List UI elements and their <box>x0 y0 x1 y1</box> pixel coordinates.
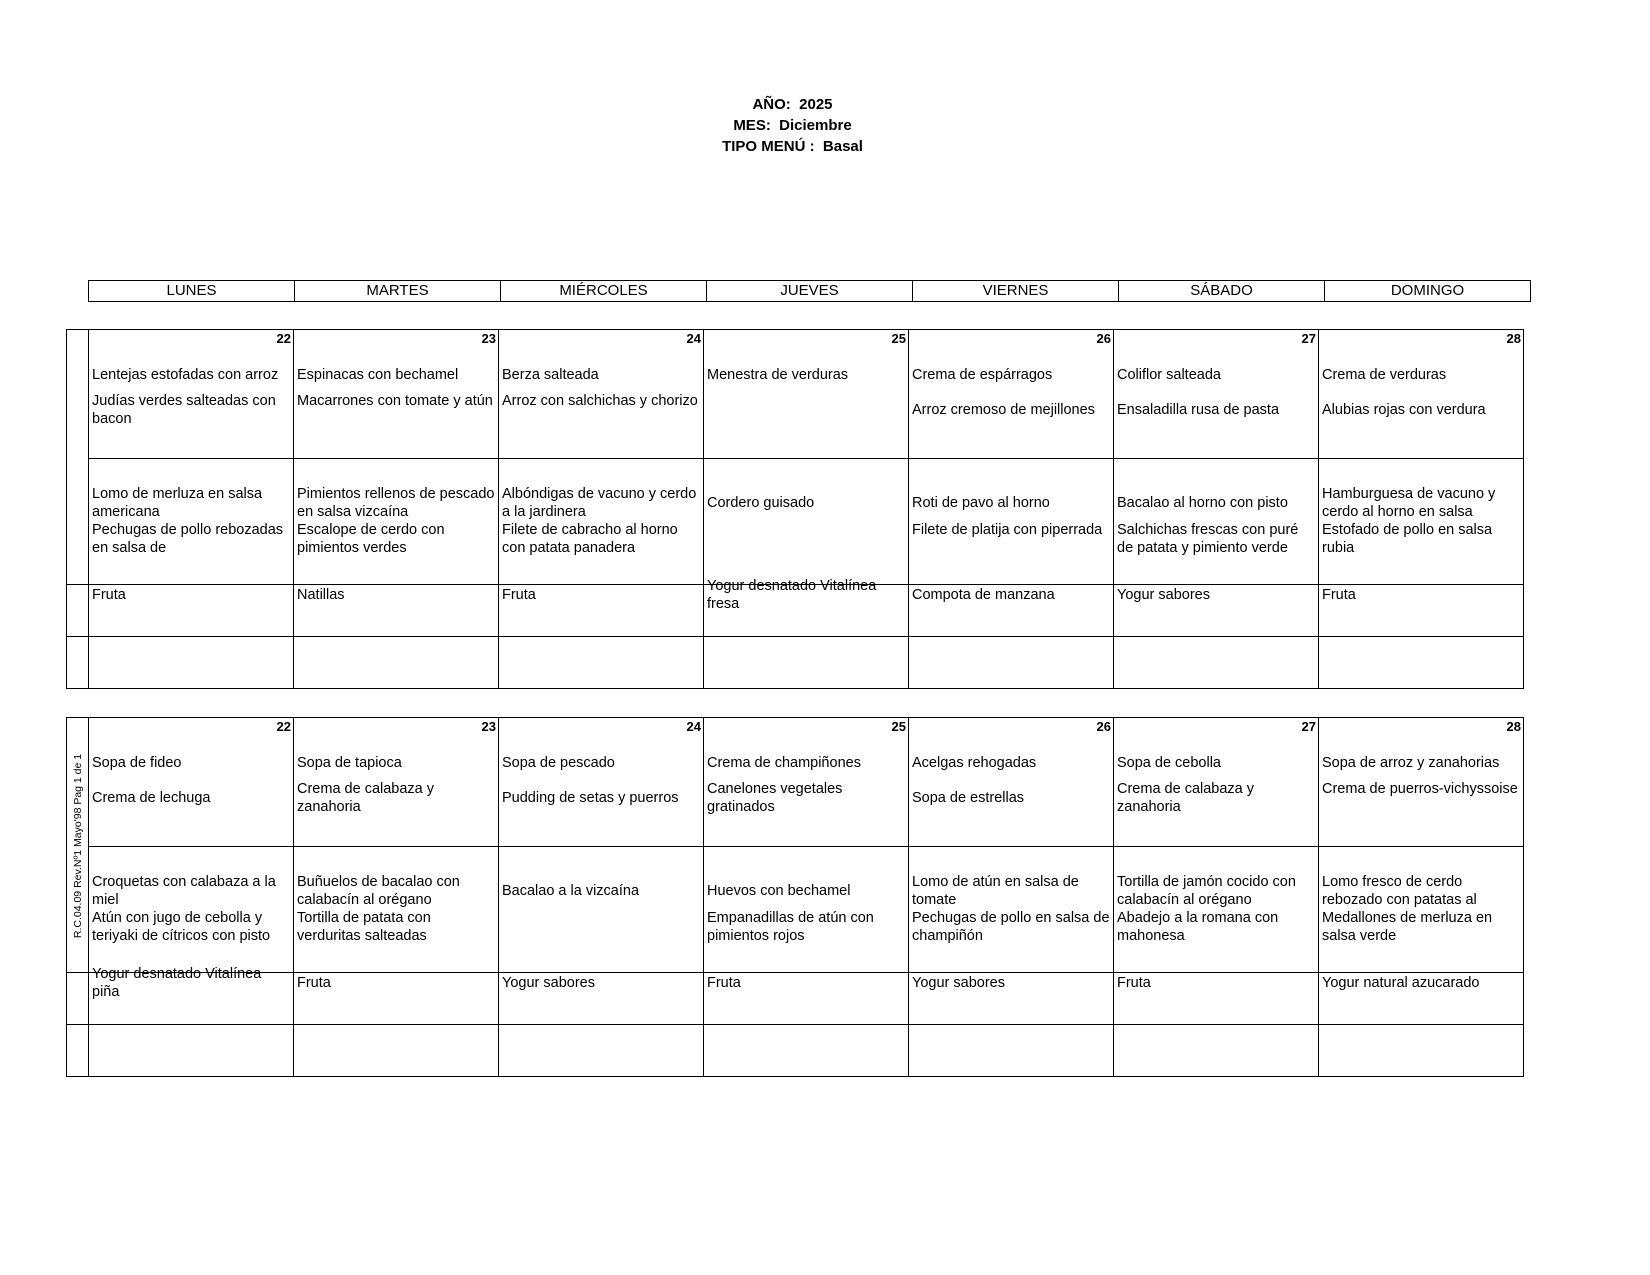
first-course-list <box>92 330 291 458</box>
weekday-header: SÁBADO <box>1119 281 1325 302</box>
side-cell <box>67 585 89 637</box>
menu-header <box>0 94 1585 157</box>
menu-row-r4 <box>67 1025 1524 1077</box>
day-number: 24 <box>686 331 701 346</box>
dessert-item: Fruta <box>1322 587 1356 603</box>
day-number: 25 <box>891 331 906 346</box>
first-course-cell <box>499 718 704 847</box>
day-number: 25 <box>891 719 906 734</box>
menu-item: Sopa de cebolla <box>1117 755 1221 771</box>
dessert-cell <box>89 585 294 637</box>
first-course-list <box>912 330 1111 458</box>
menu-item: Medallones de merluza en salsa verde <box>1322 910 1493 944</box>
year-label: AÑO: 2025 <box>752 96 833 113</box>
first-course-list <box>297 718 496 846</box>
second-course-list <box>92 459 291 584</box>
weekday-header: LUNES <box>89 281 295 302</box>
second-course-cell <box>294 459 499 585</box>
menu-item: Crema de champiñones <box>707 755 861 771</box>
menu-item: Albóndigas de vacuno y cerdo a la jardinera <box>502 486 697 520</box>
menu-item: Berza salteada <box>502 367 599 383</box>
menu-item: Atún con jugo de cebolla y teriyaki de cítricos con pisto <box>92 910 271 944</box>
second-course-cell <box>1114 847 1319 973</box>
menu-item: Pudding de setas y puerros <box>502 790 679 806</box>
dessert-wrap <box>92 585 291 636</box>
menu-item: Roti de pavo al horno <box>912 495 1050 511</box>
second-course-cell <box>1319 459 1524 585</box>
dessert-cell <box>1114 973 1319 1025</box>
menu-item: Buñuelos de bacalao con calabacín al orégano <box>297 874 460 908</box>
week-table-2 <box>66 717 1524 1077</box>
menu-item: Alubias rojas con verdura <box>1322 402 1486 418</box>
weekday-header: JUEVES <box>707 281 913 302</box>
second-course-list <box>297 459 496 584</box>
menu-item: Hamburguesa de vacuno y cerdo al horno en salsa <box>1322 486 1496 520</box>
first-course-list <box>92 718 291 846</box>
day-number: 27 <box>1301 719 1316 734</box>
menu-item: Bacalao al horno con pisto <box>1117 495 1288 511</box>
side-cell <box>67 330 89 585</box>
dessert-cell <box>499 585 704 637</box>
menu-item: Lomo de atún en salsa de tomate <box>912 874 1079 908</box>
menu-type-label: TIPO MENÚ : Basal <box>722 138 863 155</box>
first-course-list <box>297 330 496 458</box>
empty-cell <box>909 637 1114 689</box>
menu-row-r2 <box>67 459 1524 585</box>
empty-cell <box>294 637 499 689</box>
dessert-cell <box>704 973 909 1025</box>
side-cell <box>67 1025 89 1077</box>
second-course-cell <box>704 847 909 973</box>
menu-item: Estofado de pollo en salsa rubia <box>1322 522 1493 556</box>
menu-item: Crema de calabaza y zanahoria <box>297 781 435 815</box>
empty-cell <box>704 1025 909 1077</box>
dessert-item: Yogur desnatado Vitalínea fresa <box>707 578 877 612</box>
dessert-cell <box>1114 585 1319 637</box>
dessert-cell <box>89 966 294 1025</box>
first-course-cell <box>294 718 499 847</box>
first-course-list <box>1322 718 1521 846</box>
empty-cell <box>89 637 294 689</box>
second-course-list <box>502 847 701 972</box>
day-number: 22 <box>276 331 291 346</box>
menu-item: Arroz con salchichas y chorizo <box>502 393 698 409</box>
first-course-cell <box>909 330 1114 459</box>
dessert-wrap <box>502 585 701 636</box>
side-note <box>67 718 88 974</box>
side-cell <box>67 718 89 973</box>
second-course-cell <box>909 847 1114 973</box>
first-course-cell <box>499 330 704 459</box>
dessert-wrap <box>297 585 496 636</box>
weekday-header-row <box>89 281 1531 302</box>
menu-item: Crema de puerros-vichyssoise <box>1322 781 1518 797</box>
menu-item: Escalope de cerdo con pimientos verdes <box>297 522 445 556</box>
dessert-item: Fruta <box>707 975 741 991</box>
first-course-cell <box>909 718 1114 847</box>
side-cell <box>67 637 89 689</box>
menu-row-r4 <box>67 637 1524 689</box>
menu-row-r1 <box>67 718 1524 847</box>
menu-row-r2 <box>67 847 1524 973</box>
second-course-list <box>502 459 701 584</box>
empty-cell <box>499 637 704 689</box>
dessert-item: Yogur sabores <box>912 975 1005 991</box>
dessert-item: Fruta <box>92 587 126 603</box>
menu-item: Croquetas con calabaza a la miel <box>92 874 276 908</box>
first-course-cell <box>1114 330 1319 459</box>
menu-item: Huevos con bechamel <box>707 883 851 899</box>
menu-item: Sopa de tapioca <box>297 755 402 771</box>
menu-item: Tortilla de jamón cocido con calabacín al orégano <box>1117 874 1296 908</box>
second-course-cell <box>499 459 704 585</box>
day-number: 28 <box>1506 331 1521 346</box>
dessert-item: Compota de manzana <box>912 587 1055 603</box>
menu-item: Espinacas con bechamel <box>297 367 459 383</box>
second-course-cell <box>704 459 909 585</box>
menu-item: Ensaladilla rusa de pasta <box>1117 402 1280 418</box>
weekday-header: DOMINGO <box>1325 281 1531 302</box>
week-table-1 <box>66 329 1524 689</box>
dessert-item: Yogur desnatado Vitalínea piña <box>92 966 262 1000</box>
empty-cell <box>1114 1025 1319 1077</box>
menu-item: Judías verdes salteadas con bacon <box>92 393 276 427</box>
dessert-cell <box>909 585 1114 637</box>
dessert-item: Yogur sabores <box>502 975 595 991</box>
weekday-header: MIÉRCOLES <box>501 281 707 302</box>
side-cell <box>67 973 89 1025</box>
menu-item: Crema de calabaza y zanahoria <box>1117 781 1255 815</box>
second-course-list <box>707 847 906 972</box>
menu-item: Crema de lechuga <box>92 790 211 806</box>
menu-item: Crema de verduras <box>1322 367 1447 383</box>
first-course-list <box>502 718 701 846</box>
menu-item: Crema de espárragos <box>912 367 1053 383</box>
day-number: 26 <box>1096 719 1111 734</box>
first-course-list <box>707 330 906 458</box>
dessert-cell <box>704 578 909 637</box>
dessert-wrap <box>1117 585 1316 636</box>
dessert-cell <box>294 585 499 637</box>
dessert-item: Yogur natural azucarado <box>1322 975 1480 991</box>
menu-item: Coliflor salteada <box>1117 367 1221 383</box>
side-note-text: R.C.04.09 Rev.Nº1 Mayo'98 Pag 1 de 1 <box>71 753 84 939</box>
empty-cell <box>1319 1025 1524 1077</box>
second-course-list <box>912 459 1111 584</box>
menu-item: Arroz cremoso de mejillones <box>912 402 1095 418</box>
menu-item: Canelones vegetales gratinados <box>707 781 843 815</box>
menu-item: Pechugas de pollo rebozadas en salsa de <box>92 522 284 556</box>
second-course-cell <box>499 847 704 973</box>
second-course-cell <box>1114 459 1319 585</box>
day-number: 23 <box>481 331 496 346</box>
dessert-item: Fruta <box>297 975 331 991</box>
menu-item: Menestra de verduras <box>707 367 849 383</box>
dessert-item: Fruta <box>1117 975 1151 991</box>
menu-item: Sopa de estrellas <box>912 790 1025 806</box>
empty-cell <box>1319 637 1524 689</box>
month-label: MES: Diciembre <box>733 117 852 134</box>
menu-item: Acelgas rehogadas <box>912 755 1037 771</box>
second-course-cell <box>294 847 499 973</box>
dessert-item: Fruta <box>502 587 536 603</box>
dessert-item: Yogur sabores <box>1117 587 1210 603</box>
first-course-list <box>502 330 701 458</box>
menu-item: Sopa de fideo <box>92 755 182 771</box>
dessert-wrap <box>1322 585 1521 636</box>
menu-item: Abadejo a la romana con mahonesa <box>1117 910 1279 944</box>
dessert-wrap <box>912 973 1111 1024</box>
dessert-wrap <box>1117 973 1316 1024</box>
first-course-list <box>707 718 906 846</box>
menu-row-r3 <box>67 585 1524 637</box>
menu-row-r1 <box>67 330 1524 459</box>
first-course-cell <box>704 718 909 847</box>
menu-item: Salchichas frescas con puré de patata y pimiento verde <box>1117 522 1299 556</box>
second-course-list <box>1117 847 1316 972</box>
empty-cell <box>909 1025 1114 1077</box>
dessert-cell <box>294 973 499 1025</box>
weekday-header: VIERNES <box>913 281 1119 302</box>
second-course-list <box>1322 459 1521 584</box>
second-course-list <box>707 459 906 584</box>
first-course-cell <box>1114 718 1319 847</box>
dessert-wrap <box>502 973 701 1024</box>
second-course-list <box>912 847 1111 972</box>
dessert-wrap <box>707 973 906 1024</box>
dessert-wrap <box>92 966 291 1024</box>
dessert-cell <box>499 973 704 1025</box>
menu-item: Lentejas estofadas con arroz <box>92 367 279 383</box>
dessert-cell <box>1319 973 1524 1025</box>
day-number: 22 <box>276 719 291 734</box>
dessert-cell <box>1319 585 1524 637</box>
second-course-cell <box>909 459 1114 585</box>
first-course-list <box>912 718 1111 846</box>
empty-cell <box>294 1025 499 1077</box>
day-number: 23 <box>481 719 496 734</box>
weekday-header-table <box>88 280 1531 302</box>
second-course-list <box>1322 847 1521 972</box>
first-course-cell <box>89 718 294 847</box>
menu-item: Pechugas de pollo en salsa de champiñón <box>912 910 1110 944</box>
empty-cell <box>89 1025 294 1077</box>
first-course-cell <box>294 330 499 459</box>
dessert-cell <box>909 973 1114 1025</box>
menu-item: Cordero guisado <box>707 495 815 511</box>
first-course-list <box>1322 330 1521 458</box>
dessert-wrap <box>1322 973 1521 1024</box>
second-course-list <box>92 847 291 972</box>
day-number: 24 <box>686 719 701 734</box>
dessert-wrap <box>707 578 906 636</box>
menu-item: Tortilla de patata con verduritas salteadas <box>297 910 431 944</box>
dessert-item: Natillas <box>297 587 345 603</box>
empty-cell <box>499 1025 704 1077</box>
first-course-cell <box>1319 718 1524 847</box>
menu-item: Macarrones con tomate y atún <box>297 393 493 409</box>
empty-cell <box>1114 637 1319 689</box>
first-course-cell <box>1319 330 1524 459</box>
second-course-list <box>297 847 496 972</box>
menu-item: Filete de cabracho al horno con patata panadera <box>502 522 678 556</box>
second-course-cell <box>1319 847 1524 973</box>
day-number: 26 <box>1096 331 1111 346</box>
first-course-list <box>1117 330 1316 458</box>
menu-row-r3 <box>67 973 1524 1025</box>
menu-item: Empanadillas de atún con pimientos rojos <box>707 910 874 944</box>
weekday-header: MARTES <box>295 281 501 302</box>
menu-item: Sopa de pescado <box>502 755 615 771</box>
empty-cell <box>704 637 909 689</box>
dessert-wrap <box>297 973 496 1024</box>
first-course-cell <box>704 330 909 459</box>
first-course-cell <box>89 330 294 459</box>
menu-item: Lomo fresco de cerdo rebozado con patatas al <box>1322 874 1477 908</box>
second-course-cell <box>89 459 294 585</box>
menu-item: Lomo de merluza en salsa americana <box>92 486 263 520</box>
menu-item: Sopa de arroz y zanahorias <box>1322 755 1500 771</box>
day-number: 28 <box>1506 719 1521 734</box>
day-number: 27 <box>1301 331 1316 346</box>
menu-item: Bacalao a la vizcaína <box>502 883 640 899</box>
second-course-list <box>1117 459 1316 584</box>
menu-item: Filete de platija con piperrada <box>912 522 1103 538</box>
dessert-wrap <box>912 585 1111 636</box>
menu-item: Pimientos rellenos de pescado en salsa vizcaína <box>297 486 495 520</box>
second-course-cell <box>89 847 294 973</box>
first-course-list <box>1117 718 1316 846</box>
